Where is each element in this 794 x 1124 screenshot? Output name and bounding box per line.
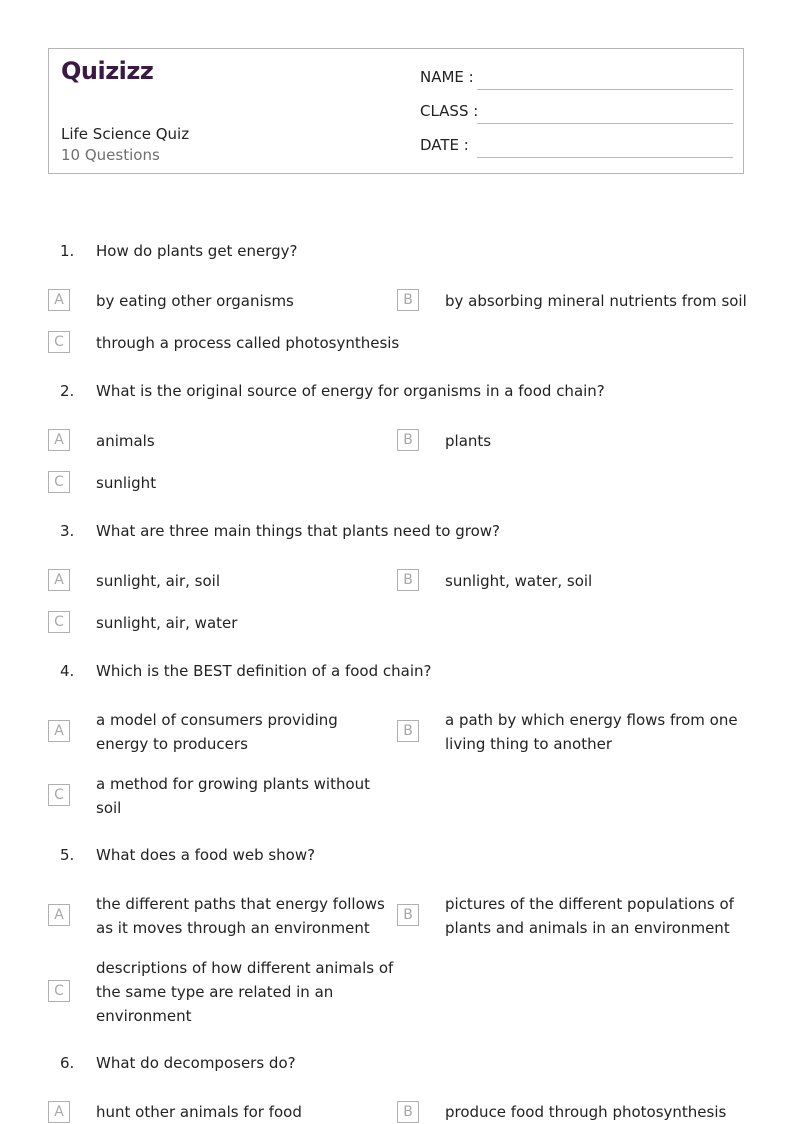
option-1c-text: through a process called photosynthesis [96, 334, 400, 352]
question-2-number: 2. [60, 382, 75, 400]
option-6b-text: produce food through photosynthesis [445, 1103, 727, 1121]
option-4b-box[interactable]: B [397, 720, 419, 742]
option-3a-box[interactable]: A [48, 569, 70, 591]
option-6a-text: hunt other animals for food [96, 1103, 302, 1121]
option-3b-box[interactable]: B [397, 569, 419, 591]
option-2a-box[interactable]: A [48, 429, 70, 451]
name-line[interactable] [477, 89, 733, 90]
question-5-number: 5. [60, 846, 75, 864]
option-3c-text: sunlight, air, water [96, 614, 238, 632]
quiz-title: Life Science Quiz [61, 125, 190, 143]
option-5a-text: the different paths that energy follows as it moves through an environment [96, 895, 385, 937]
question-count: 10 Questions [61, 146, 160, 164]
date-label: DATE : [420, 136, 469, 154]
option-1c-box[interactable]: C [48, 331, 70, 353]
option-5b-box[interactable]: B [397, 904, 419, 926]
option-1a-box[interactable]: A [48, 289, 70, 311]
option-4a-text: a model of consumers providing energy to producers [96, 711, 338, 753]
question-2-text: What is the original source of energy for organisms in a food chain? [96, 382, 605, 400]
date-line[interactable] [477, 157, 733, 158]
option-4c-box[interactable]: C [48, 784, 70, 806]
option-5c-box[interactable]: C [48, 980, 70, 1002]
question-4-number: 4. [60, 662, 75, 680]
option-4b-text: a path by which energy flows from one living thing to another [445, 711, 738, 753]
option-6b-box[interactable]: B [397, 1101, 419, 1123]
option-2b-box[interactable]: B [397, 429, 419, 451]
question-3-number: 3. [60, 522, 75, 540]
class-label: CLASS : [420, 102, 479, 120]
question-1-text: How do plants get energy? [96, 242, 298, 260]
question-6-text: What do decomposers do? [96, 1054, 296, 1072]
option-1b-box[interactable]: B [397, 289, 419, 311]
question-1-number: 1. [60, 242, 75, 260]
option-2b-text: plants [445, 432, 492, 450]
question-5-text: What does a food web show? [96, 846, 316, 864]
option-2c-text: sunlight [96, 474, 157, 492]
option-5b-text: pictures of the different populations of plants and animals in an environment [445, 895, 734, 937]
option-2a-text: animals [96, 432, 155, 450]
quizizz-logo: Quizizz [61, 57, 154, 85]
question-6-number: 6. [60, 1054, 75, 1072]
option-3a-text: sunlight, air, soil [96, 572, 220, 590]
option-1b-text: by absorbing mineral nutrients from soil [445, 292, 747, 310]
option-3b-text: sunlight, water, soil [445, 572, 593, 590]
option-4c-text: a method for growing plants without soil [96, 775, 371, 817]
option-3c-box[interactable]: C [48, 611, 70, 633]
name-label: NAME : [420, 68, 474, 86]
question-3-text: What are three main things that plants need to grow? [96, 522, 500, 540]
option-1a-text: by eating other organisms [96, 292, 294, 310]
worksheet-header [48, 48, 744, 174]
question-4-text: Which is the BEST definition of a food chain? [96, 662, 432, 680]
option-6a-box[interactable]: A [48, 1101, 70, 1123]
option-4a-box[interactable]: A [48, 720, 70, 742]
option-5c-text: descriptions of how different animals of the same type are related in an environment [96, 959, 394, 1025]
option-2c-box[interactable]: C [48, 471, 70, 493]
option-5a-box[interactable]: A [48, 904, 70, 926]
class-line[interactable] [477, 123, 733, 124]
